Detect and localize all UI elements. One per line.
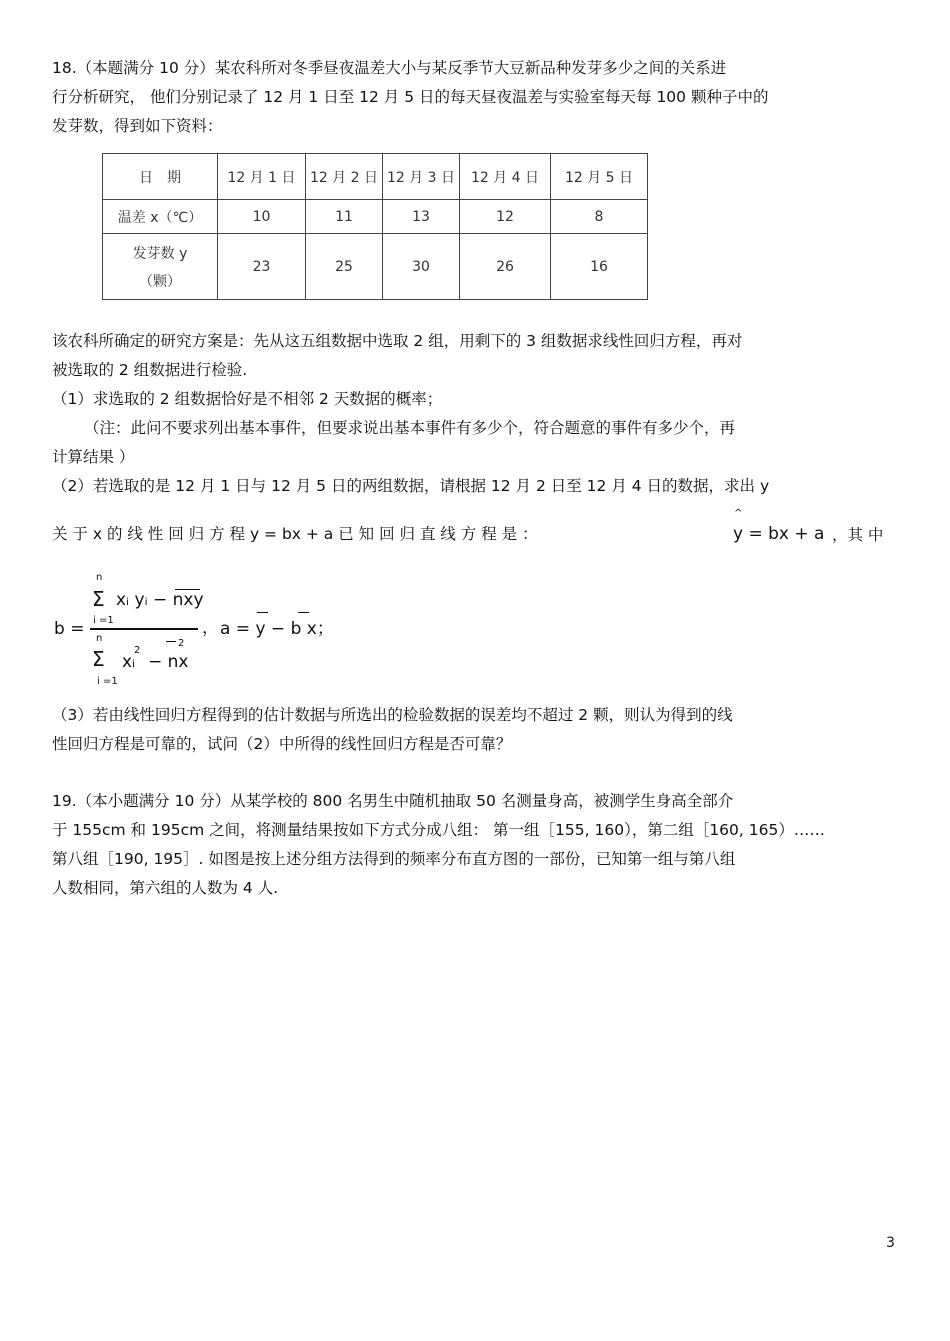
q19-line4: 人数相同，第六组的人数为 4 人.	[52, 879, 279, 897]
sum-lower-index-denominator: i =1	[97, 676, 118, 687]
sprout-cell: 25	[306, 234, 383, 300]
sum-lower-index-numerator: i =1	[93, 615, 114, 626]
plan-line2: 被选取的 2 组数据进行检验.	[52, 361, 248, 379]
temp-cell: 12	[460, 200, 551, 234]
sprout-cell: 23	[218, 234, 306, 300]
sprout-label-line1: 发芽数 y	[132, 245, 188, 262]
part3-line1: （3）若由线性回归方程得到的估计数据与所选出的检验数据的误差均不超过 2 颗，则认为得到的线	[52, 706, 733, 724]
q18-intro-line2: 行分析研究， 他们分别记录了 12 月 1 日至 12 月 5 日的每天昼夜温差与实验室每天每 100 颗种子中的	[52, 88, 769, 106]
part1-note-line2: 计算结果 ）	[52, 448, 135, 466]
sum-upper-n: n	[96, 572, 103, 583]
denominator-term: xᵢ	[122, 652, 136, 672]
denominator-tail: − nx	[148, 652, 189, 672]
q18-intro-line3: 发芽数，得到如下资料：	[52, 117, 223, 135]
temp-cell: 13	[383, 200, 460, 234]
part1-note-line1: （注：此问不要求列出基本事件，但要求说出基本事件有多少个，符合题意的事件有多少个，再	[84, 419, 736, 437]
part3-line2: 性回归方程是可靠的，试问（2）中所得的线性回归方程是否可靠？	[52, 735, 512, 753]
den-exponent-left: 2	[134, 645, 141, 656]
regression-equation: y = bx + a	[733, 524, 825, 544]
table-header-row	[103, 154, 648, 200]
numerator-term: xᵢ yᵢ − nxy	[116, 590, 204, 610]
sprout-cell: 16	[551, 234, 648, 300]
part1: （1）求选取的 2 组数据恰好是不相邻 2 天数据的概率；	[52, 390, 443, 408]
header-day5: 12 月 5 日	[551, 154, 648, 200]
temp-cell: 11	[306, 200, 383, 234]
part2-line1: （2）若选取的是 12 月 1 日与 12 月 5 日的两组数据，请根据 12 月 2 日至 12 月 4 日的数据，求出 y	[52, 477, 770, 495]
page-number: 3	[886, 1235, 895, 1251]
xbar-overbar	[298, 612, 309, 613]
header-day2: 12 月 2 日	[306, 154, 383, 200]
sum-upper-n-den: n	[96, 633, 103, 644]
q19-line1: 19.（本小题满分 10 分）从某学校的 800 名男生中随机抽取 50 名测量身高，被测学生身高全部介	[52, 792, 734, 810]
header-day4: 12 月 4 日	[460, 154, 551, 200]
header-date: 日 期	[103, 154, 218, 200]
table-row-temp	[103, 200, 648, 234]
header-day1: 12 月 1 日	[218, 154, 306, 200]
sprout-label-line2: （颗）	[139, 273, 181, 290]
plan-line1: 该农科所确定的研究方案是：先从这五组数据中选取 2 组，用剩下的 3 组数据求线性回归方程，再对	[52, 332, 743, 350]
hat-symbol: ^	[734, 508, 743, 519]
sprout-cell: 30	[383, 234, 460, 300]
ybar-overbar	[257, 612, 268, 613]
part2-line2-tail: ，其 中	[832, 526, 884, 544]
den-xbar-overbar	[166, 641, 176, 642]
temp-cell: 10	[218, 200, 306, 234]
header-day3: 12 月 3 日	[383, 154, 460, 200]
b-equals: b =	[54, 619, 85, 639]
den-exponent-right: 2	[178, 638, 185, 649]
q18-intro-line1: 18.（本题满分 10 分）某农科所对冬季昼夜温差大小与某反季节大豆新品种发芽多少之间的关系进	[52, 59, 727, 77]
sum-symbol-denominator: Σ	[92, 647, 105, 671]
xy-overbar	[175, 589, 200, 590]
data-table	[102, 153, 648, 300]
q19-line3: 第八组［190, 195］. 如图是按上述分组方法得到的频率分布直方图的一部份，已知第一组与第八组	[52, 850, 736, 868]
sum-symbol-numerator: Σ	[92, 587, 105, 611]
q19-line2: 于 155cm 和 195cm 之间，将测量结果按如下方式分成八组： 第一组［155, 160），第二组［160, 165）……	[52, 821, 825, 839]
table-row-sprouts	[103, 234, 648, 300]
a-equation: a = y − b x；	[220, 619, 334, 639]
sprout-label	[103, 234, 218, 300]
sprout-cell: 26	[460, 234, 551, 300]
temp-label: 温差 x（℃）	[103, 200, 218, 234]
temp-cell: 8	[551, 200, 648, 234]
part2-line2: 关 于 x 的 线 性 回 归 方 程 y = bx + a 已 知 回 归 直 线 方 程 是 ：	[52, 525, 538, 543]
fraction-bar	[90, 628, 198, 630]
comma-separator: ，	[202, 618, 219, 638]
